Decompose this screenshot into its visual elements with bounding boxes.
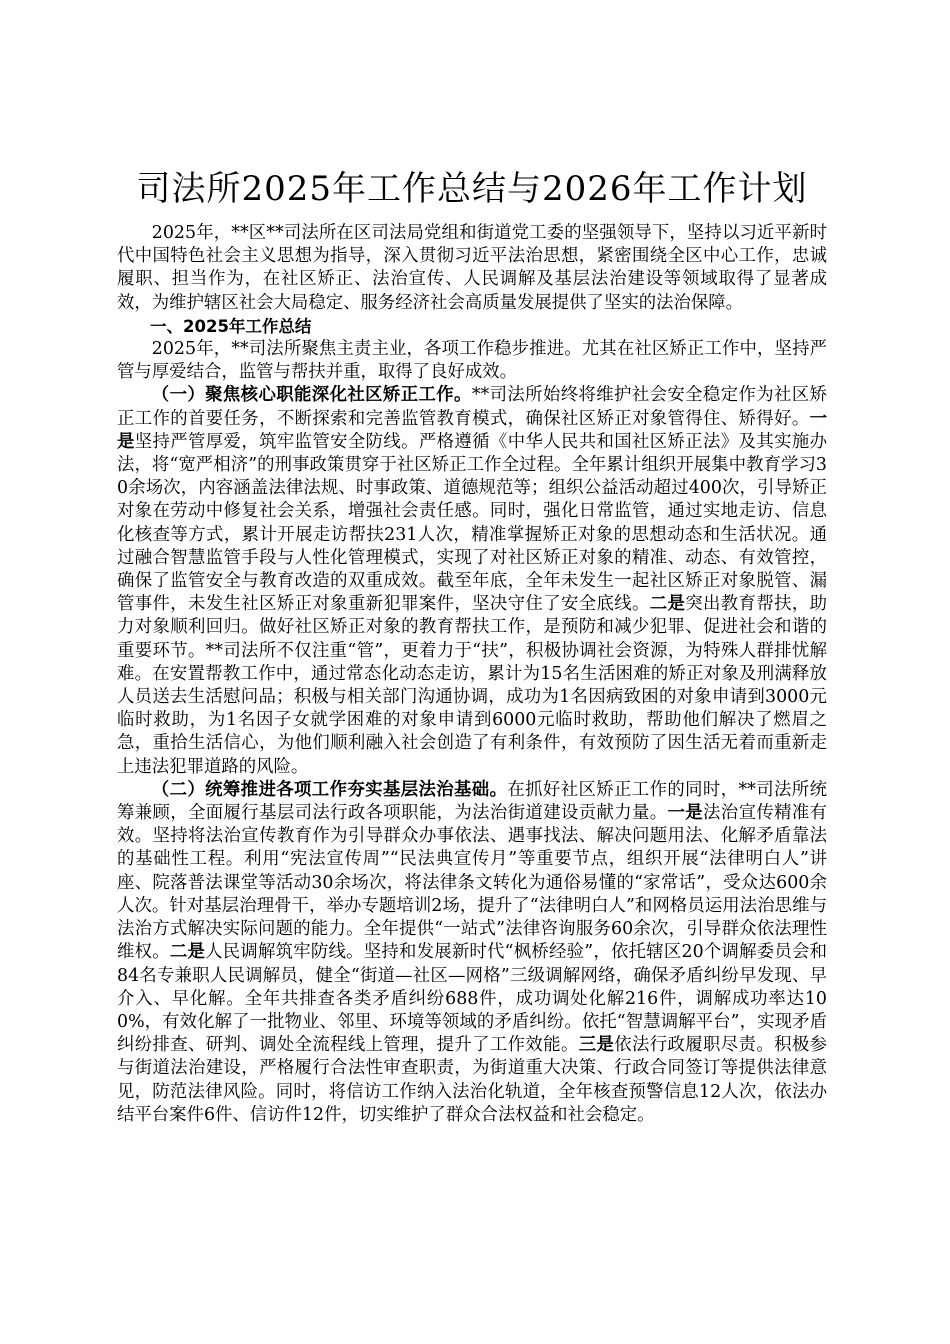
intro-paragraph: 2025年，**区**司法所在区司法局党组和街道党工委的坚强领导下，坚持以习近平新时代中国特色社会主义思想为指导，深入贯彻习近平法治思想，紧密围绕全区中心工作，忠诚履职、担当作为，在社区矫正、法治宣传、人民调解及基层法治建设等领域取得了显著成效，为维护辖区社会大局稳定、服务经济社会高质量发展提供了坚实的法治保障。 bbox=[117, 223, 827, 313]
document-page bbox=[117, 168, 827, 1127]
subsection-heading-correction: （一）聚焦核心职能深化社区矫正工作。 bbox=[151, 385, 472, 406]
grassroots-rule-of-law-paragraph bbox=[117, 779, 827, 1127]
paragraph-text: 坚持严管厚爱，筑牢监管安全防线。严格遵循《中华人民共和国社区矫正法》及其实施办法，将“宽严相济”的刑事政策贯穿于社区矫正工作全过程。全年累计组织开展集中教育学习30余场次，内容涵盖法律法规、时事政策、道德规范等；组织公益活动超过400次，引导矫正对象在劳动中修复社会关系，增强社会责任感。同时，强化日常监管，通过实地走访、信息化核查等方式，累计开展走访帮扶231人次，精准掌握矫正对象的思想动态和生活状况。通过融合智慧监管手段与人性化管理模式，实现了对社区矫正对象的精准、动态、有效管控，确保了监管安全与教育改造的双重成效。截至年底，全年未发生一起社区矫正对象脱管、漏管事件，未发生社区矫正对象重新犯罪案件，坚决守住了安全底线。 bbox=[117, 431, 827, 615]
paragraph-text: 突出教育帮扶，助力对象顺利回归。做好社区矫正对象的教育帮扶工作，是预防和减少犯罪、促进社会和谐的重要环节。**司法所不仅注重“管”，更着力于“扶”，积极协调社会资源，为特殊人群排忧解难。在安置帮教工作中，通过常态化动态走访，累计为15名生活困难的矫正对象及刑满释放人员送去生活慰问品；积极与相关部门沟通协调，成功为1名因病致困的对象申请到3000元临时救助，为1名因子女就学困难的对象申请到6000元临时救助，帮助他们解决了燃眉之急，重拾生活信心，为他们顺利融入社会创造了有利条件，有效预防了因生活无着而重新走上违法犯罪道路的风险。 bbox=[117, 594, 827, 777]
point-lead: 二是 bbox=[169, 942, 206, 963]
paragraph-text: 法治宣传精准有效。坚持将法治宣传教育作为引导群众办事依法、遇事找法、解决问题用法、化解矛盾靠法的基础性工程。利用“宪法宣传周”“民法典宣传月”等重要节点，组织开展“法律明白人”讲座、院落普法课堂等活动30余场次，将法律条文转化为通俗易懂的“家常话”，受众达600余人次。针对基层治理骨干，举办专题培训2场，提升了“法律明白人”和网格员运用法治思维与法治方式解决实际问题的能力。全年提供“一站式”法律咨询服务60余次，引导群众依法理性维权。 bbox=[117, 803, 827, 963]
paragraph-text: 依法行政履职尽责。积极参与街道法治建设，严格履行合法性审查职责，为街道重大决策、行政合同签订等提供法律意见，防范法律风险。同时，将信访工作纳入法治化轨道，全年核查预警信息12人次，依法办结平台案件6件、信访件12件，切实维护了群众合法权益和社会稳定。 bbox=[117, 1035, 827, 1125]
subsection-heading-grassroots: （二）统筹推进各项工作夯实基层法治基础。 bbox=[151, 779, 508, 800]
point-lead: 三是 bbox=[578, 1035, 615, 1056]
document-title: 司法所2025年工作总结与2026年工作计划 bbox=[136, 169, 808, 209]
paragraph-text: 人民调解筑牢防线。坚持和发展新时代“枫桥经验”，依托辖区20个调解委员会和84名专兼职人民调解员，健全“街道—社区—网格”三级调解网络，确保矛盾纠纷早发现、早介入、早化解。全年共排查各类矛盾纠纷688件，成功调处化解216件，调解成功率达100%，有效化解了一批物业、邻里、环境等领域的矛盾纠纷。依托“智慧调解平台”，实现矛盾纠纷排查、研判、调处全流程线上管理，提升了工作效能。 bbox=[117, 942, 827, 1056]
paragraph-text: **司法所始终将维护社会安全稳定作为社区矫正工作的首要任务，不断探索和完善监管教育模式，确保社区矫正对象管得住、矫得好。 bbox=[117, 385, 827, 429]
section-intro-paragraph: 2025年，**司法所聚焦主责主业，各项工作稳步推进。尤其在社区矫正工作中，坚持严管与厚爱结合，监管与帮扶并重，取得了良好成效。 bbox=[117, 339, 827, 383]
paragraph-text: 在抓好社区矫正工作的同时，**司法所统筹兼顾，全面履行基层司法行政各项职能，为法治街道建设贡献力量。 bbox=[117, 779, 827, 824]
point-lead: 一是 bbox=[667, 803, 704, 824]
community-correction-paragraph bbox=[117, 384, 827, 778]
section-heading-summary: 一、2025年工作总结 bbox=[150, 316, 312, 336]
point-lead: 一是 bbox=[117, 408, 827, 452]
point-lead: 二是 bbox=[649, 594, 686, 615]
